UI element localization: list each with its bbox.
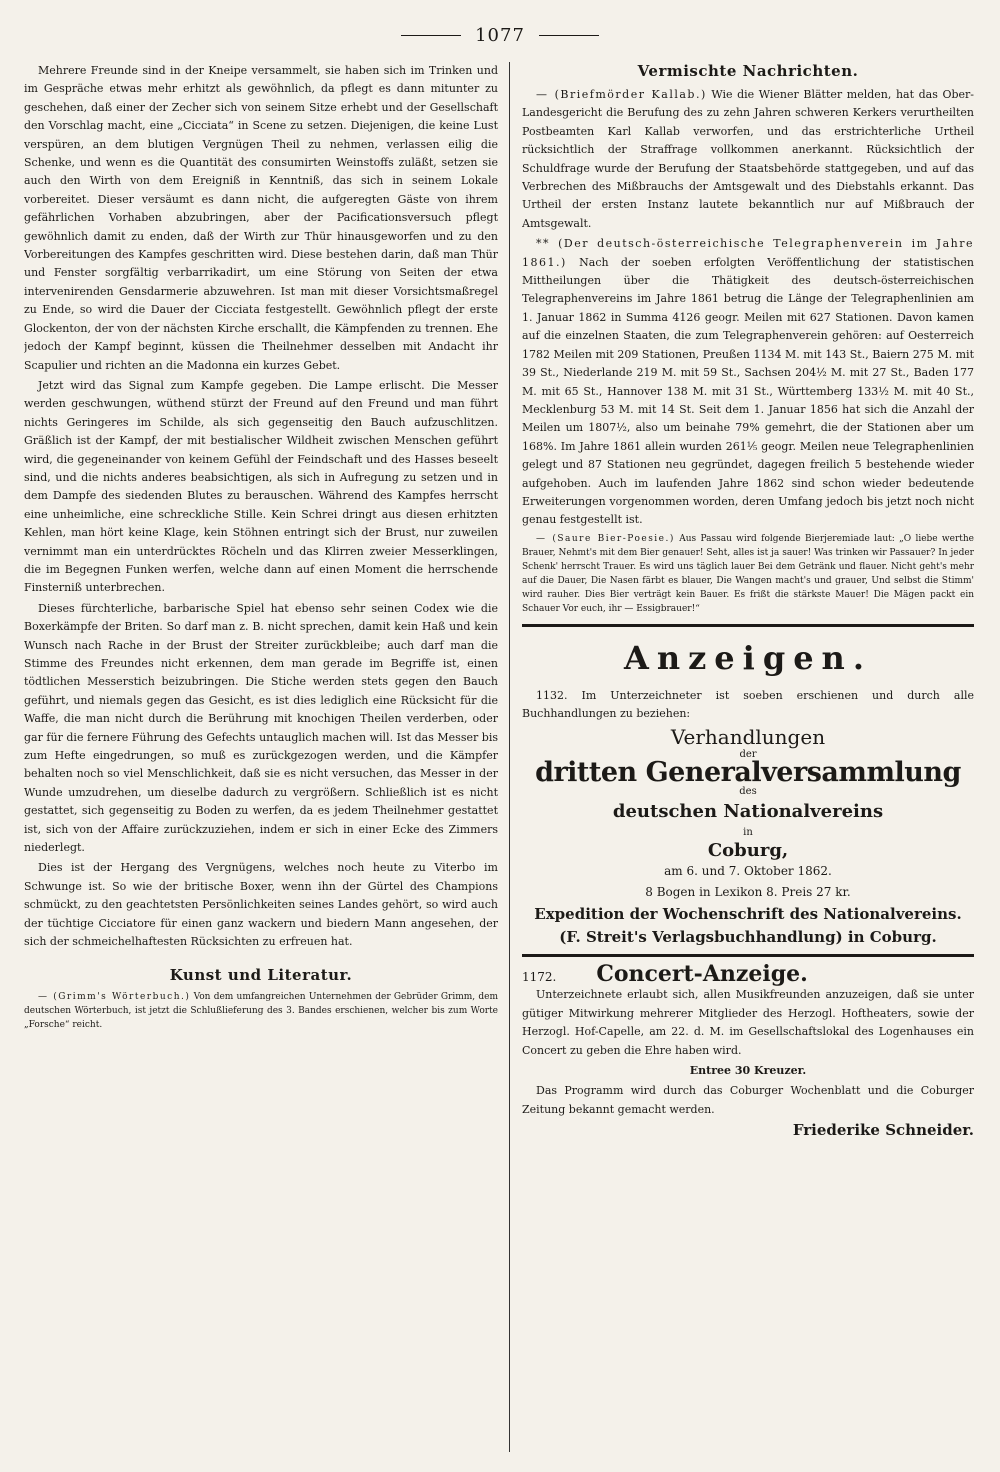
ad1-intro: 1132. Im Unterzeichneter ist soeben erschienen und durch alle Buchhandlungen zu beziehen: — [522, 688, 974, 721]
header-rule-right — [539, 35, 599, 36]
ad2-number: 1172. — [522, 970, 557, 985]
bier-lead: — (Saure Bier-Poesie.) — [536, 533, 675, 544]
ad1-date: am 6. und 7. Oktober 1862. — [664, 864, 832, 879]
ad-1132 — [522, 687, 974, 946]
telegraph-paragraph — [522, 235, 974, 530]
signature-line — [522, 1121, 974, 1141]
kunst-text: Von dem umfangreichen Unternehmen der Gebrüder Grimm, dem deutschen Wörterbuch, ist jetzt die Schlußlieferung des 3. Bandes erschienen, welcher bis zum Worte „Forsche“ reicht. — [24, 991, 498, 1030]
ad1-des: des — [739, 785, 757, 797]
bier-article — [522, 532, 974, 616]
article-paragraph: Dieses fürchterliche, barbarische Spiel hat ebenso sehr seinen Codex wie die Boxerkämpfe der Briten. So darf man z. B. nicht sprechen, damit kein Haß und kein Wunsch nach Rache in der Brust der Streiter zurückbleibe; auch darf man die Stimme des Freundes nicht erkennen, dem man gerade im Begriffe ist, einen tödtlichen Messerstich beizubringen. Die Stiche werden stets gegen den Bauch geführt, und niemals gegen das Gesicht, es ist dies lediglich eine Rücksicht für die Waffe, die man nicht durch die Berührung mit knochigen Theilen verderben, oder gar für die fernere Führung des Gefechts untauglich machen will. Ist das Messer bis zum Hefte eingedrungen, so muß es zurückgezogen werden, und die Kämpfer behalten noch so viel Menschlichkeit, daß sie es nicht versuchen, das Messer in der Wunde umzudrehen, um dieselbe dadurch zu vergrößern. Schließlich ist es nicht gestattet, sich gegenseitig zu Boden zu werfen, da es jedem Theilnehmer gestattet ist, sich von der Affaire zurückzuziehen, indem er sich in einer Ecke des Zimmers niederlegt. — [24, 601, 498, 855]
kunst-section-title: Kunst und Literatur. — [169, 965, 353, 984]
kunst-lead: — (Grimm's Wörterbuch.) — [38, 991, 191, 1002]
kunst-article — [24, 990, 498, 1032]
ad1-price: 8 Bogen in Lexikon 8. Preis 27 kr. — [645, 884, 851, 899]
ad-1172 — [522, 961, 974, 1142]
ad1-nationalvereins: deutschen Nationalvereins — [612, 801, 884, 823]
telegraph-text: Nach der soeben erfolgten Veröffentlichung der statistischen Mittheilungen über die Thätigkeit des deutsch-österreichischen Telegraphenvereins im Jahre 1861 betrug die Länge der Telegraphenlinien am 1. Januar 1862 in Summa 4126 geogr. Meilen mit 627 Stationen. Davon kamen auf die einzelnen Staaten, die zum Telegraphenverein gehören: auf Oesterreich 1782 Meilen mit 209 Stationen, Preußen 1134 M. mit 143 St., Baiern 275 M. mit 39 St., Niederlande 219 M. mit 59 St., Sachsen 204½ M. mit 27 St., Baden 177 M. mit 65 St., Hannover 138 M. mit 31 St., Württemberg 133½ M. mit 40 St., Mecklenburg 53 M. mit 14 St. Seit dem 1. Januar 1856 hat sich die Anzahl der Meilen um 1807½, also um beinahe 79% gemehrt, die der Stationen aber um 168%. Im Jahre 1861 allein wurden 261⅕ geogr. Meilen neue Telegraphenlinien gelegt und 87 Stationen neu gegründet, dagegen freilich 5 bestehende wieder aufgehoben. Auch im laufenden Jahre 1862 sind schon wieder bedeutende Erweiterungen vorgenommen worden, deren Umfang jedoch bis jetzt noch nicht genau festgestellt ist. — [522, 255, 974, 527]
article-paragraph: Jetzt wird das Signal zum Kampfe gegeben. Die Lampe erlischt. Die Messer werden geschwungen, wüthend stürzt der Freund auf den Freund und man führt nichts Geringeres im Schilde, als sich gegenseitig den Bauch aufzuschlitzen. Gräßlich ist der Kampf, der mit bestialischer Wildheit zwischen Menschen geführt wird, die gegeneinander von keinem Gefühl der Feindschaft und des Hasses beseelt sind, und die nichts anderes beabsichtigen, als sich in Aufregung zu setzen und in dem Dampfe des siedenden Blutes zu berauschen. Während des Kampfes herrscht eine unheimliche, eine schreckliche Stille. Kein Schrei dringt aus diesen erhitzten Kehlen, man hört keine Klage, kein Stöhnen entringt sich der Brust, nur zuweilen vernimmt man ein unterdrücktes Röcheln und das Klirren zweier Messerklingen, die im Begegnen Funken werfen, welche dann auf einen Moment die herrschende Finsterniß unterbrechen. — [24, 378, 498, 595]
ad1-expedition: Expedition der Wochenschrift des Nationalvereins. — [534, 905, 962, 924]
bier-text: Aus Passau wird folgende Bierjeremiade laut: „O liebe werthe Brauer, Nehmt's mit dem Bier genauer! Seht, alles ist ja sauer! Was trinken wir Passauer? In jeder Schenk' herrscht Trauer. Es wird uns täglich lauer Bei dem Getränk und flauer. Nicht geht's mehr auf die Dauer, Die Nasen färbt es blauer, Die Wangen macht's und grauer, Und selbst die Stimm' wird rauher. Dies Bier verträgt kein Bauer. Es frißt die stärkste Mauer! Die Mägen packt ein Schauer Vor euch, ihr — Essigbrauer!“ — [522, 533, 974, 614]
article-paragraph: Mehrere Freunde sind in der Kneipe versammelt, sie haben sich im Trinken und im Gespräche etwas mehr erhitzt als gewöhnlich, da pflegt es dann mitunter zu geschehen, daß einer der Zecher sich von seinem Sitze erhebt und der Gesellschaft den Vorschlag macht, eine „Cicciata“ in Scene zu setzen. Diejenigen, die keine Lust verspüren, an dem blutigen Vergnügen Theil zu nehmen, verlassen eilig die Schenke, und wenn es die Quantität des consumirten Weinstoffs zuläßt, setzen sie auch den Wirth von dem Ereigniß in Kenntniß, das sich in seinem Lokale vorbereitet. Dieser versäumt es dann nicht, die aufgeregten Gäste von ihrem gefährlichen Vorhaben abzubringen, aber der Pacificationsversuch pflegt gewöhnlich damit zu enden, daß der Wirth zur Thür hinausgeworfen und zu den Vorbereitungen des Kampfes geschritten wird. Diese bestehen darin, daß man Thür und Fenster sorgfältig verbarrikadirt, um eine Störung von Seiten der etwa intervenirenden Gensdarmerie abzuwehren. Ist man mit dieser Vorsichtsmaßregel zu Ende, so wird die Dauer der Cicciata festgestellt. Gewöhnlich pflegt der erste Glockenton, der von der nächsten Kirche erschallt, die Kämpfenden zu trennen. Ehe jedoch der Kampf beginnt, küssen die Theilnehmer desselben mit Andacht ihr Scapulier und richten an die Madonna ein kurzes Gebet. — [24, 64, 498, 372]
page-number: 1077 — [475, 24, 525, 46]
ad1-in: in — [743, 826, 753, 838]
left-column — [24, 62, 498, 1452]
concert-title: Concert-Anzeige. — [596, 961, 808, 988]
column-divider — [509, 62, 510, 1452]
concert-heading — [522, 961, 974, 988]
ad1-publisher: (F. Streit's Verlagsbuchhandlung) in Coburg. — [559, 927, 937, 946]
ad-separator-rule — [522, 954, 974, 957]
ad1-coburg: Coburg, — [707, 840, 789, 861]
kallab-lead: — (Briefmörder Kallab.) — [536, 88, 707, 101]
right-column — [522, 62, 974, 1452]
concert-program: Das Programm wird durch das Coburger Wochenblatt und die Coburger Zeitung bekannt gemacht werden. — [522, 1084, 974, 1116]
concert-paragraph: Unterzeichnete erlaubt sich, allen Musikfreunden anzuzeigen, daß sie unter gütiger Mitwirkung mehrerer Mitglieder des Herzogl. Hoftheaters, sowie der Herzogl. Hof-Capelle, am 22. d. M. im Gesellschaftslokal des Logenhauses ein Concert zu geben die Ehre haben wird. — [522, 988, 974, 1057]
cicciata-article — [24, 62, 498, 952]
article-paragraph: Dies ist der Hergang des Vergnügens, welches noch heute zu Viterbo im Schwunge ist. So wie der britische Boxer, wenn ihn der Gürtel des Champions schmückt, zu den geachtetsten Persönlichkeiten seines Landes gehört, so wird auch der tüchtige Cicciatore für einen ganz wackern und biedern Mann angesehen, der sich der schmeichelhaftesten Rücksichten zu erfreuen hat. — [24, 861, 498, 949]
anzeigen-title: Anzeigen. — [624, 638, 872, 677]
kunst-paragraph — [24, 990, 498, 1032]
vermischte-articles — [522, 86, 974, 530]
telegraph-lead: ** (Der deutsch-österreichische Telegraphenverein im Jahre 1861.) — [522, 237, 974, 269]
ad1-verhandlungen: Verhandlungen — [670, 724, 826, 749]
ad1-generalversammlung: dritten Generalversammlung — [535, 757, 961, 789]
ad1-block — [522, 724, 974, 946]
bier-paragraph — [522, 532, 974, 616]
kallab-paragraph — [522, 86, 974, 233]
vermischte-section-title: Vermischte Nachrichten. — [637, 62, 859, 80]
page-header — [0, 20, 1000, 50]
concert-entry: Entree 30 Kreuzer. — [689, 1064, 807, 1078]
anzeigen-rule — [522, 624, 974, 627]
signature: Friederike Schneider. — [792, 1121, 974, 1140]
kallab-text: Wie die Wiener Blätter melden, hat das Ober-Landesgericht die Berufung des zu zehn Jahren schweren Kerkers verurtheilten Postbeamten Karl Kallab verworfen, und das erstrichterliche Urtheil rücksichtlich der Straffrage vollkommen anerkannt. Rücksichtlich der Schuldfrage wurde der Berufung der Staatsbehörde stattgegeben, und auf das Verbrechen des Mißbrauchs der Amtsgewalt und des Diebstahls erkannt. Das Urtheil der ersten Instanz lautete bekanntlich nur auf Mißbrauch der Amtsgewalt. — [522, 88, 974, 230]
header-rule-left — [401, 35, 461, 36]
ad1-der: der — [739, 748, 757, 760]
